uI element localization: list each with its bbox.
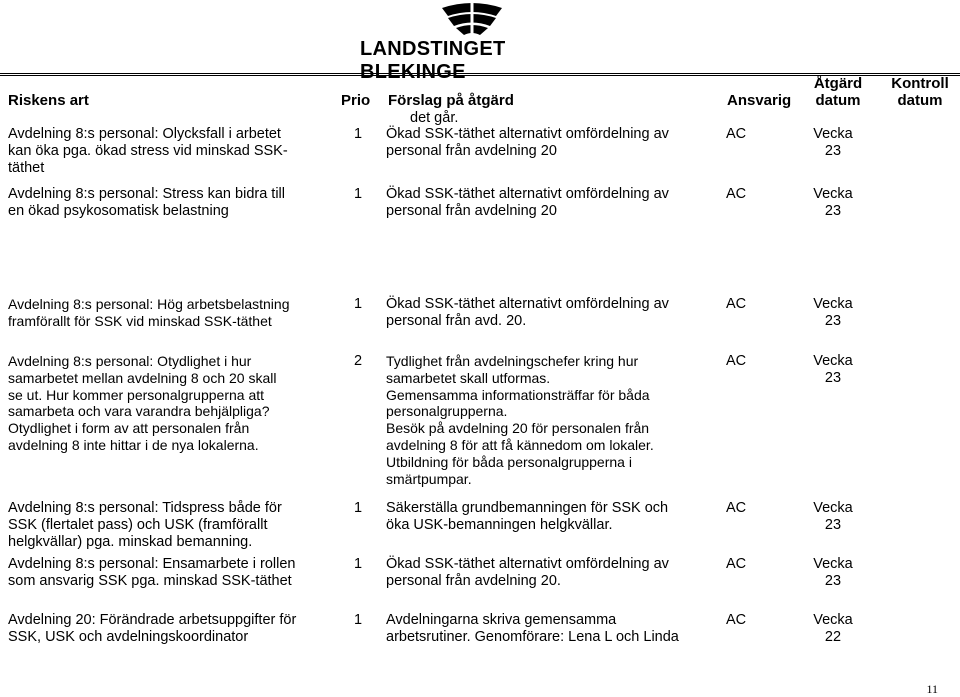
row-5-date: Vecka 23 — [813, 556, 853, 590]
col-header-check-date: Kontroll datum — [891, 75, 949, 109]
row-5-action: Ökad SSK-täthet alternativt omfördelning av personal från avdelning 20. — [386, 556, 669, 590]
row-2-responsible: AC — [726, 296, 747, 312]
row-3-date: Vecka 23 — [813, 353, 853, 387]
row-3-responsible: AC — [726, 353, 747, 369]
row-2-action: Ökad SSK-täthet alternativt omfördelning av personal från avd. 20. — [386, 296, 669, 330]
row-5-risk: Avdelning 8:s personal: Ensamarbete i rollen som ansvarig SSK pga. minskad SSK-täthet — [8, 556, 296, 590]
ship-emblem-icon — [440, 2, 504, 36]
row-4-prio: 1 — [354, 500, 363, 516]
row-4-responsible: AC — [726, 500, 747, 516]
row-0-date: Vecka 23 — [813, 126, 853, 160]
row-6-risk: Avdelning 20: Förändrade arbetsuppgifter för SSK, USK och avdelningskoordinator — [8, 612, 297, 646]
col-header-risk: Riskens art — [8, 92, 89, 109]
row-5-responsible: AC — [726, 556, 747, 572]
row-2-risk: Avdelning 8:s personal: Hög arbetsbelastning framförallt för SSK vid minskad SSK-täthet — [8, 296, 290, 329]
row-1-date: Vecka 23 — [813, 186, 853, 220]
row-5-prio: 1 — [354, 556, 363, 572]
row-3-action: Tydlighet från avdelningschefer kring hur samarbetet skall utformas. Gemensamma informationsträffar för båda personalgrupperna. Besök på avdelning 20 för personalen från avdelning 8 för att få kännedom om lokaler. Utbildning för båda personalgrupperna i smärtpumpar. — [386, 353, 654, 487]
row-0-risk: Avdelning 8:s personal: Olycksfall i arbetet kan öka pga. ökad stress vid minskad SSK- täthet — [8, 126, 288, 177]
col-header-action-date: Åtgärd datum — [813, 75, 863, 109]
row-1-responsible: AC — [726, 186, 747, 202]
row-0-responsible: AC — [726, 126, 747, 142]
row-1-risk: Avdelning 8:s personal: Stress kan bidra till en ökad psykosomatisk belastning — [8, 186, 285, 220]
col-header-prio: Prio — [341, 92, 371, 109]
row-3-prio: 2 — [354, 353, 363, 369]
row-0-prio: 1 — [354, 126, 363, 142]
brand-name: LANDSTINGET BLEKINGE — [360, 38, 506, 83]
row-4-action: Säkerställa grundbemanningen för SSK och öka USK-bemanningen helgkvällar. — [386, 500, 669, 534]
row-2-prio: 1 — [354, 296, 363, 312]
row-0-action: Ökad SSK-täthet alternativt omfördelning av personal från avdelning 20 — [386, 126, 669, 160]
row-4-risk: Avdelning 8:s personal: Tidspress både för SSK (flertalet pass) och USK (framförallt helgkvällar) pga. minskad bemanning. — [8, 500, 282, 551]
header-rule-top — [0, 73, 960, 74]
col-header-action: Förslag på åtgärd — [388, 92, 514, 109]
row-4-date: Vecka 23 — [813, 500, 853, 534]
page-number: 11 — [926, 682, 938, 696]
row-6-action: Avdelningarna skriva gemensamma arbetsrutiner. Genomförare: Lena L och Linda — [386, 612, 679, 646]
row-6-date: Vecka 22 — [813, 612, 853, 646]
col-header-responsible: Ansvarig — [727, 92, 792, 109]
row-3-risk: Avdelning 8:s personal: Otydlighet i hur samarbetet mellan avdelning 8 och 20 skall se ut. Hur kommer personalgrupperna att samarbeta och vara varandra behjälpliga? Otydlighet i form av att personalen från avdelning 8 inte hittar i de nya lokalerna. — [8, 353, 277, 453]
row-6-responsible: AC — [726, 612, 747, 628]
row-1-action: Ökad SSK-täthet alternativt omfördelning av personal från avdelning 20 — [386, 186, 669, 220]
continuation-text: det går. — [410, 110, 459, 126]
row-6-prio: 1 — [354, 612, 363, 628]
row-2-date: Vecka 23 — [813, 296, 853, 330]
brand-logo — [360, 2, 590, 83]
row-1-prio: 1 — [354, 186, 363, 202]
